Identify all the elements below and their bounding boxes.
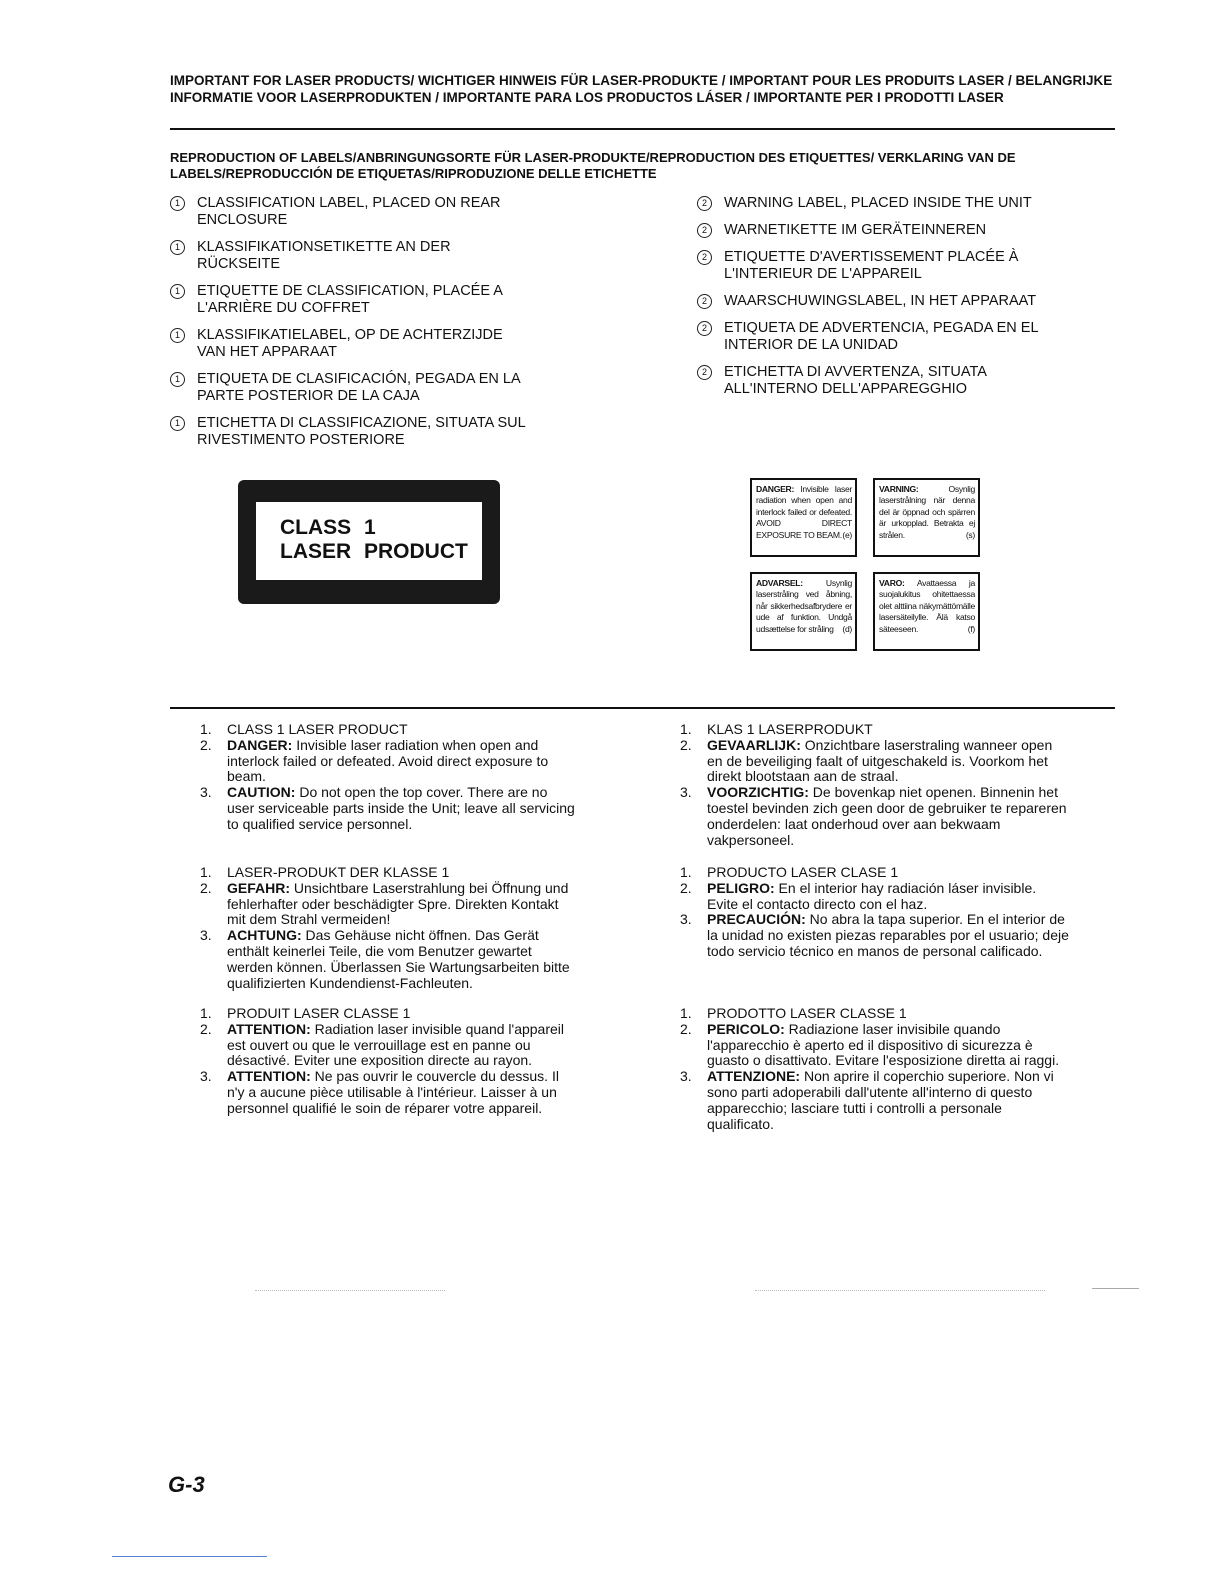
circled-number-marker: 2 bbox=[697, 196, 712, 211]
warning-label-head: ADVARSEL: bbox=[756, 578, 803, 588]
circled-number-marker: 1 bbox=[170, 196, 185, 211]
numbered-item bbox=[680, 1006, 1070, 1022]
item-text: Onzichtbare laserstraling wanneer open en de beveiliging faalt of uitgeschakeld is. Voorkom het direkt blootstaan aan de straal. bbox=[707, 736, 1053, 785]
item-heading: ACHTUNG: bbox=[227, 927, 302, 944]
warning-label-english bbox=[750, 478, 857, 557]
section-divider bbox=[170, 707, 1115, 709]
item-text: LASER-PRODUKT DER KLASSE 1 bbox=[227, 864, 450, 880]
item-heading: PERICOLO: bbox=[707, 1020, 785, 1037]
laser-word: LASER bbox=[280, 540, 352, 563]
classification-label-text: ETIQUETA DE CLASIFICACIÓN, PEGADA EN LA PARTE POSTERIOR DE LA CAJA bbox=[197, 371, 520, 404]
item-number: 2. bbox=[680, 1020, 692, 1037]
item-number: 3. bbox=[680, 1068, 692, 1085]
item-number: 3. bbox=[680, 784, 692, 801]
numbered-item bbox=[680, 912, 1070, 959]
item-text: CLASS 1 LASER PRODUCT bbox=[227, 721, 408, 737]
warning-label-item bbox=[697, 222, 1077, 239]
warning-label-code: (e) bbox=[842, 529, 852, 540]
item-number: 1. bbox=[680, 1005, 692, 1021]
circled-number-marker: 1 bbox=[170, 372, 185, 387]
classification-label-item bbox=[170, 239, 530, 273]
scan-artifact-line bbox=[255, 1290, 445, 1291]
warning-label-item bbox=[697, 249, 1077, 283]
item-number: 1. bbox=[680, 721, 692, 737]
item-number: 2. bbox=[200, 1020, 212, 1037]
warning-label-code: (d) bbox=[842, 623, 852, 634]
item-heading: PRECAUCIÓN: bbox=[707, 911, 806, 928]
item-text: Radiation laser invisible quand l'appareil est ouvert ou que le verrouillage est en panne ou désactivé. Eviter une exposition directe au rayon. bbox=[227, 1020, 565, 1069]
item-text: En el interior hay radiación láser invisible. Evite el contacto directo con el haz. bbox=[707, 879, 1037, 912]
block-german bbox=[200, 865, 575, 991]
warning-label-item bbox=[697, 195, 1077, 212]
warning-label-head: DANGER: bbox=[756, 484, 795, 494]
numbered-item bbox=[680, 865, 1070, 881]
item-text: PRODUCTO LASER CLASE 1 bbox=[707, 864, 899, 880]
classification-label-item bbox=[170, 415, 530, 449]
classification-label-item bbox=[170, 195, 530, 229]
classification-label-text: KLASSIFIKATIONSETIKETTE AN DER RÜCKSEITE bbox=[197, 239, 451, 272]
item-heading: PELIGRO: bbox=[707, 879, 775, 896]
warning-label-body: Osynlig laserstrålning när denna del är öppnad och spärren är urkopplad. Betrakta ej strålen. bbox=[879, 484, 975, 540]
warning-label-danish bbox=[750, 572, 857, 651]
numbered-item bbox=[680, 881, 1070, 913]
numbered-item bbox=[680, 1069, 1070, 1132]
circled-number-marker: 1 bbox=[170, 240, 185, 255]
warning-label-list bbox=[697, 195, 1077, 408]
item-number: 3. bbox=[200, 927, 212, 944]
class-word: CLASS bbox=[280, 516, 352, 539]
warning-label-swedish bbox=[873, 478, 980, 557]
warning-label-head: VARO: bbox=[879, 578, 905, 588]
item-number: 3. bbox=[200, 784, 212, 801]
warning-label-code: (s) bbox=[965, 529, 975, 540]
warning-label-head: VARNING: bbox=[879, 484, 919, 494]
warning-label-text: ETICHETTA DI AVVERTENZA, SITUATA ALL'INTERNO DELL'APPAREGGHIO bbox=[724, 364, 987, 397]
item-number: 1. bbox=[200, 721, 212, 737]
item-heading: ATTENTION: bbox=[227, 1020, 311, 1037]
numbered-item bbox=[200, 1006, 575, 1022]
numbered-item bbox=[200, 1069, 575, 1116]
classification-label-list bbox=[170, 195, 530, 459]
classification-label-item bbox=[170, 327, 530, 361]
block-french bbox=[200, 1006, 575, 1117]
warning-label-body: Invisible laser radiation when open and interlock failed or defeated. AVOID DIRECT EXPOSURE TO BEAM. bbox=[756, 484, 853, 540]
block-italian bbox=[680, 1006, 1070, 1132]
warning-label-text: ETIQUETA DE ADVERTENCIA, PEGADA EN EL INTERIOR DE LA UNIDAD bbox=[724, 320, 1038, 353]
warning-label-finnish bbox=[873, 572, 980, 651]
circled-number-marker: 1 bbox=[170, 416, 185, 431]
labels-section-title: REPRODUCTION OF LABELS/ANBRINGUNGSORTE FÜR LASER-PRODUKTE/REPRODUCTION DES ETIQUETTES/ VERKLARING VAN DE LABELS/REPRODUCCIÓN DE ETIQUETAS/RIPRODUZIONE DELLE ETICHETTE bbox=[170, 150, 1016, 181]
numbered-item bbox=[200, 928, 575, 991]
circled-number-marker: 2 bbox=[697, 223, 712, 238]
scan-artifact-line bbox=[1092, 1288, 1139, 1289]
header-divider bbox=[170, 128, 1115, 130]
circled-number-marker: 2 bbox=[697, 365, 712, 380]
item-heading: VOORZICHTIG: bbox=[707, 784, 809, 801]
warning-label-item bbox=[697, 364, 1077, 398]
item-heading: ATTENZIONE: bbox=[707, 1068, 801, 1085]
class-label-line-1 bbox=[280, 516, 376, 540]
item-text: Unsichtbare Laserstrahlung bei Öffnung und fehlerhafter oder beschädigter Spre. Direkten Kontakt mit dem Strahl vermeiden! bbox=[227, 879, 569, 928]
product-word: PRODUCT bbox=[364, 540, 468, 563]
item-heading: ATTENTION: bbox=[227, 1068, 311, 1085]
item-heading: GEFAHR: bbox=[227, 879, 290, 896]
item-text: Non aprire il coperchio superiore. Non vi sono parti adoperabili dall'utente all'interno di questo apparecchio; lasciare tutti i controlli a personale qualificato. bbox=[707, 1068, 1054, 1132]
block-spanish bbox=[680, 865, 1070, 960]
classification-label-item bbox=[170, 283, 530, 317]
circled-number-marker: 1 bbox=[170, 284, 185, 299]
class-label-line-2 bbox=[280, 540, 468, 564]
item-heading: CAUTION: bbox=[227, 784, 296, 801]
item-text: Radiazione laser invisibile quando l'apparecchio è aperto ed il dispositivo di sicurezza è guasto o disattivato. Evitare l'esposizione diretta ai raggi. bbox=[707, 1020, 1060, 1069]
item-number: 2. bbox=[200, 736, 212, 753]
classification-label-text: CLASSIFICATION LABEL, PLACED ON REAR ENCLOSURE bbox=[197, 195, 501, 228]
warning-label-text: ETIQUETTE D'AVERTISSEMENT PLACÉE À L'INTERIEUR DE L'APPAREIL bbox=[724, 249, 1019, 282]
numbered-item bbox=[200, 722, 575, 738]
numbered-item bbox=[200, 738, 575, 785]
numbered-item bbox=[200, 865, 575, 881]
class-label-inner bbox=[256, 502, 482, 580]
numbered-item bbox=[680, 722, 1070, 738]
item-number: 1. bbox=[200, 1005, 212, 1021]
circled-number-marker: 2 bbox=[697, 321, 712, 336]
warning-label-body: Usynlig laserstråling ved åbning, når sikkerhedsafbrydere er ude af funktion. Undgå udsættelse for stråling bbox=[756, 578, 852, 634]
numbered-item bbox=[200, 881, 575, 928]
page-number: G-3 bbox=[168, 1472, 205, 1497]
class-1-laser-label bbox=[238, 480, 500, 604]
classification-label-item bbox=[170, 371, 530, 405]
item-number: 2. bbox=[200, 879, 212, 896]
circled-number-marker: 2 bbox=[697, 294, 712, 309]
warning-label-body: Avattaessa ja suojalukitus ohitettaessa olet alttiina näkymättömälle lasersäteilylle. Älä katso säteeseen. bbox=[879, 578, 975, 634]
item-text: PRODUIT LASER CLASSE 1 bbox=[227, 1005, 411, 1021]
item-text: Das Gehäuse nicht öffnen. Das Gerät enthält keinerlei Teile, die vom Benutzer gewartet werden können. Überlassen Sie Wartungsarbeiten bitte qualifizierten Kundendienst-Fachleuten. bbox=[227, 927, 570, 991]
classification-label-text: KLASSIFIKATIELABEL, OP DE ACHTERZIJDE VAN HET APPARAAT bbox=[197, 327, 503, 360]
item-number: 1. bbox=[200, 864, 212, 880]
scan-artifact-line bbox=[755, 1290, 1045, 1291]
item-number: 3. bbox=[200, 1068, 212, 1085]
block-english bbox=[200, 722, 575, 833]
warning-label-item bbox=[697, 320, 1077, 354]
item-text: KLAS 1 LASERPRODUKT bbox=[707, 721, 873, 737]
warning-label-item bbox=[697, 293, 1077, 310]
item-text: Invisible laser radiation when open and interlock failed or defeated. Avoid direct exposure to beam. bbox=[227, 736, 549, 785]
numbered-item bbox=[200, 1022, 575, 1069]
numbered-item bbox=[680, 785, 1070, 848]
circled-number-marker: 1 bbox=[170, 328, 185, 343]
numbered-item bbox=[680, 1022, 1070, 1069]
numbered-item bbox=[200, 785, 575, 832]
item-text: Ne pas ouvrir le couvercle du dessus. Il n'y a aucune pièce utilisable à l'intérieur. Laisser à un personnel qualifié le soin de réparer votre appareil. bbox=[227, 1068, 559, 1116]
item-text: De bovenkap niet openen. Binnenin het toestel bevinden zich geen door de gebruiker te repareren onderdelen: laat onderhoud over aan bekwaam vakpersoneel. bbox=[707, 784, 1067, 848]
circled-number-marker: 2 bbox=[697, 250, 712, 265]
item-number: 3. bbox=[680, 911, 692, 928]
warning-label-text: WAARSCHUWINGSLABEL, IN HET APPARAAT bbox=[724, 293, 1037, 309]
block-dutch bbox=[680, 722, 1070, 848]
item-text: PRODOTTO LASER CLASSE 1 bbox=[707, 1005, 907, 1021]
classification-label-text: ETICHETTA DI CLASSIFICAZIONE, SITUATA SUL RIVESTIMENTO POSTERIORE bbox=[197, 415, 526, 448]
item-number: 2. bbox=[680, 736, 692, 753]
item-number: 2. bbox=[680, 879, 692, 896]
item-heading: GEVAARLIJK: bbox=[707, 736, 801, 753]
class-number: 1 bbox=[364, 516, 376, 539]
bottom-blue-rule bbox=[112, 1556, 267, 1557]
warning-label-text: WARNETIKETTE IM GERÄTEINNEREN bbox=[724, 222, 987, 238]
item-heading: DANGER: bbox=[227, 736, 293, 753]
classification-label-text: ETIQUETTE DE CLASSIFICATION, PLACÉE A L'ARRIÈRE DU COFFRET bbox=[197, 283, 503, 316]
warning-label-text: WARNING LABEL, PLACED INSIDE THE UNIT bbox=[724, 195, 1032, 211]
numbered-item bbox=[680, 738, 1070, 785]
warning-label-code: (f) bbox=[967, 623, 975, 634]
item-text: No abra la tapa superior. En el interior de la unidad no existen piezas reparables por el usuario; deje todo servicio técnico en manos de personal calificado. bbox=[707, 911, 1069, 959]
item-text: Do not open the top cover. There are no user serviceable parts inside the Unit; leave all servicing to qualified service personnel. bbox=[227, 784, 575, 832]
page-header: IMPORTANT FOR LASER PRODUCTS/ WICHTIGER HINWEIS FÜR LASER-PRODUKTE / IMPORTANT POUR LES PRODUITS LASER / BELANGRIJKE INFORMATIE VOOR LASERPRODUKTEN / IMPORTANTE PARA LOS PRODUCTOS LÁSER / IMPORTANTE PER I PRODOTTI LASER bbox=[170, 73, 1113, 105]
item-number: 1. bbox=[680, 864, 692, 880]
warning-labels-grid bbox=[750, 478, 990, 664]
